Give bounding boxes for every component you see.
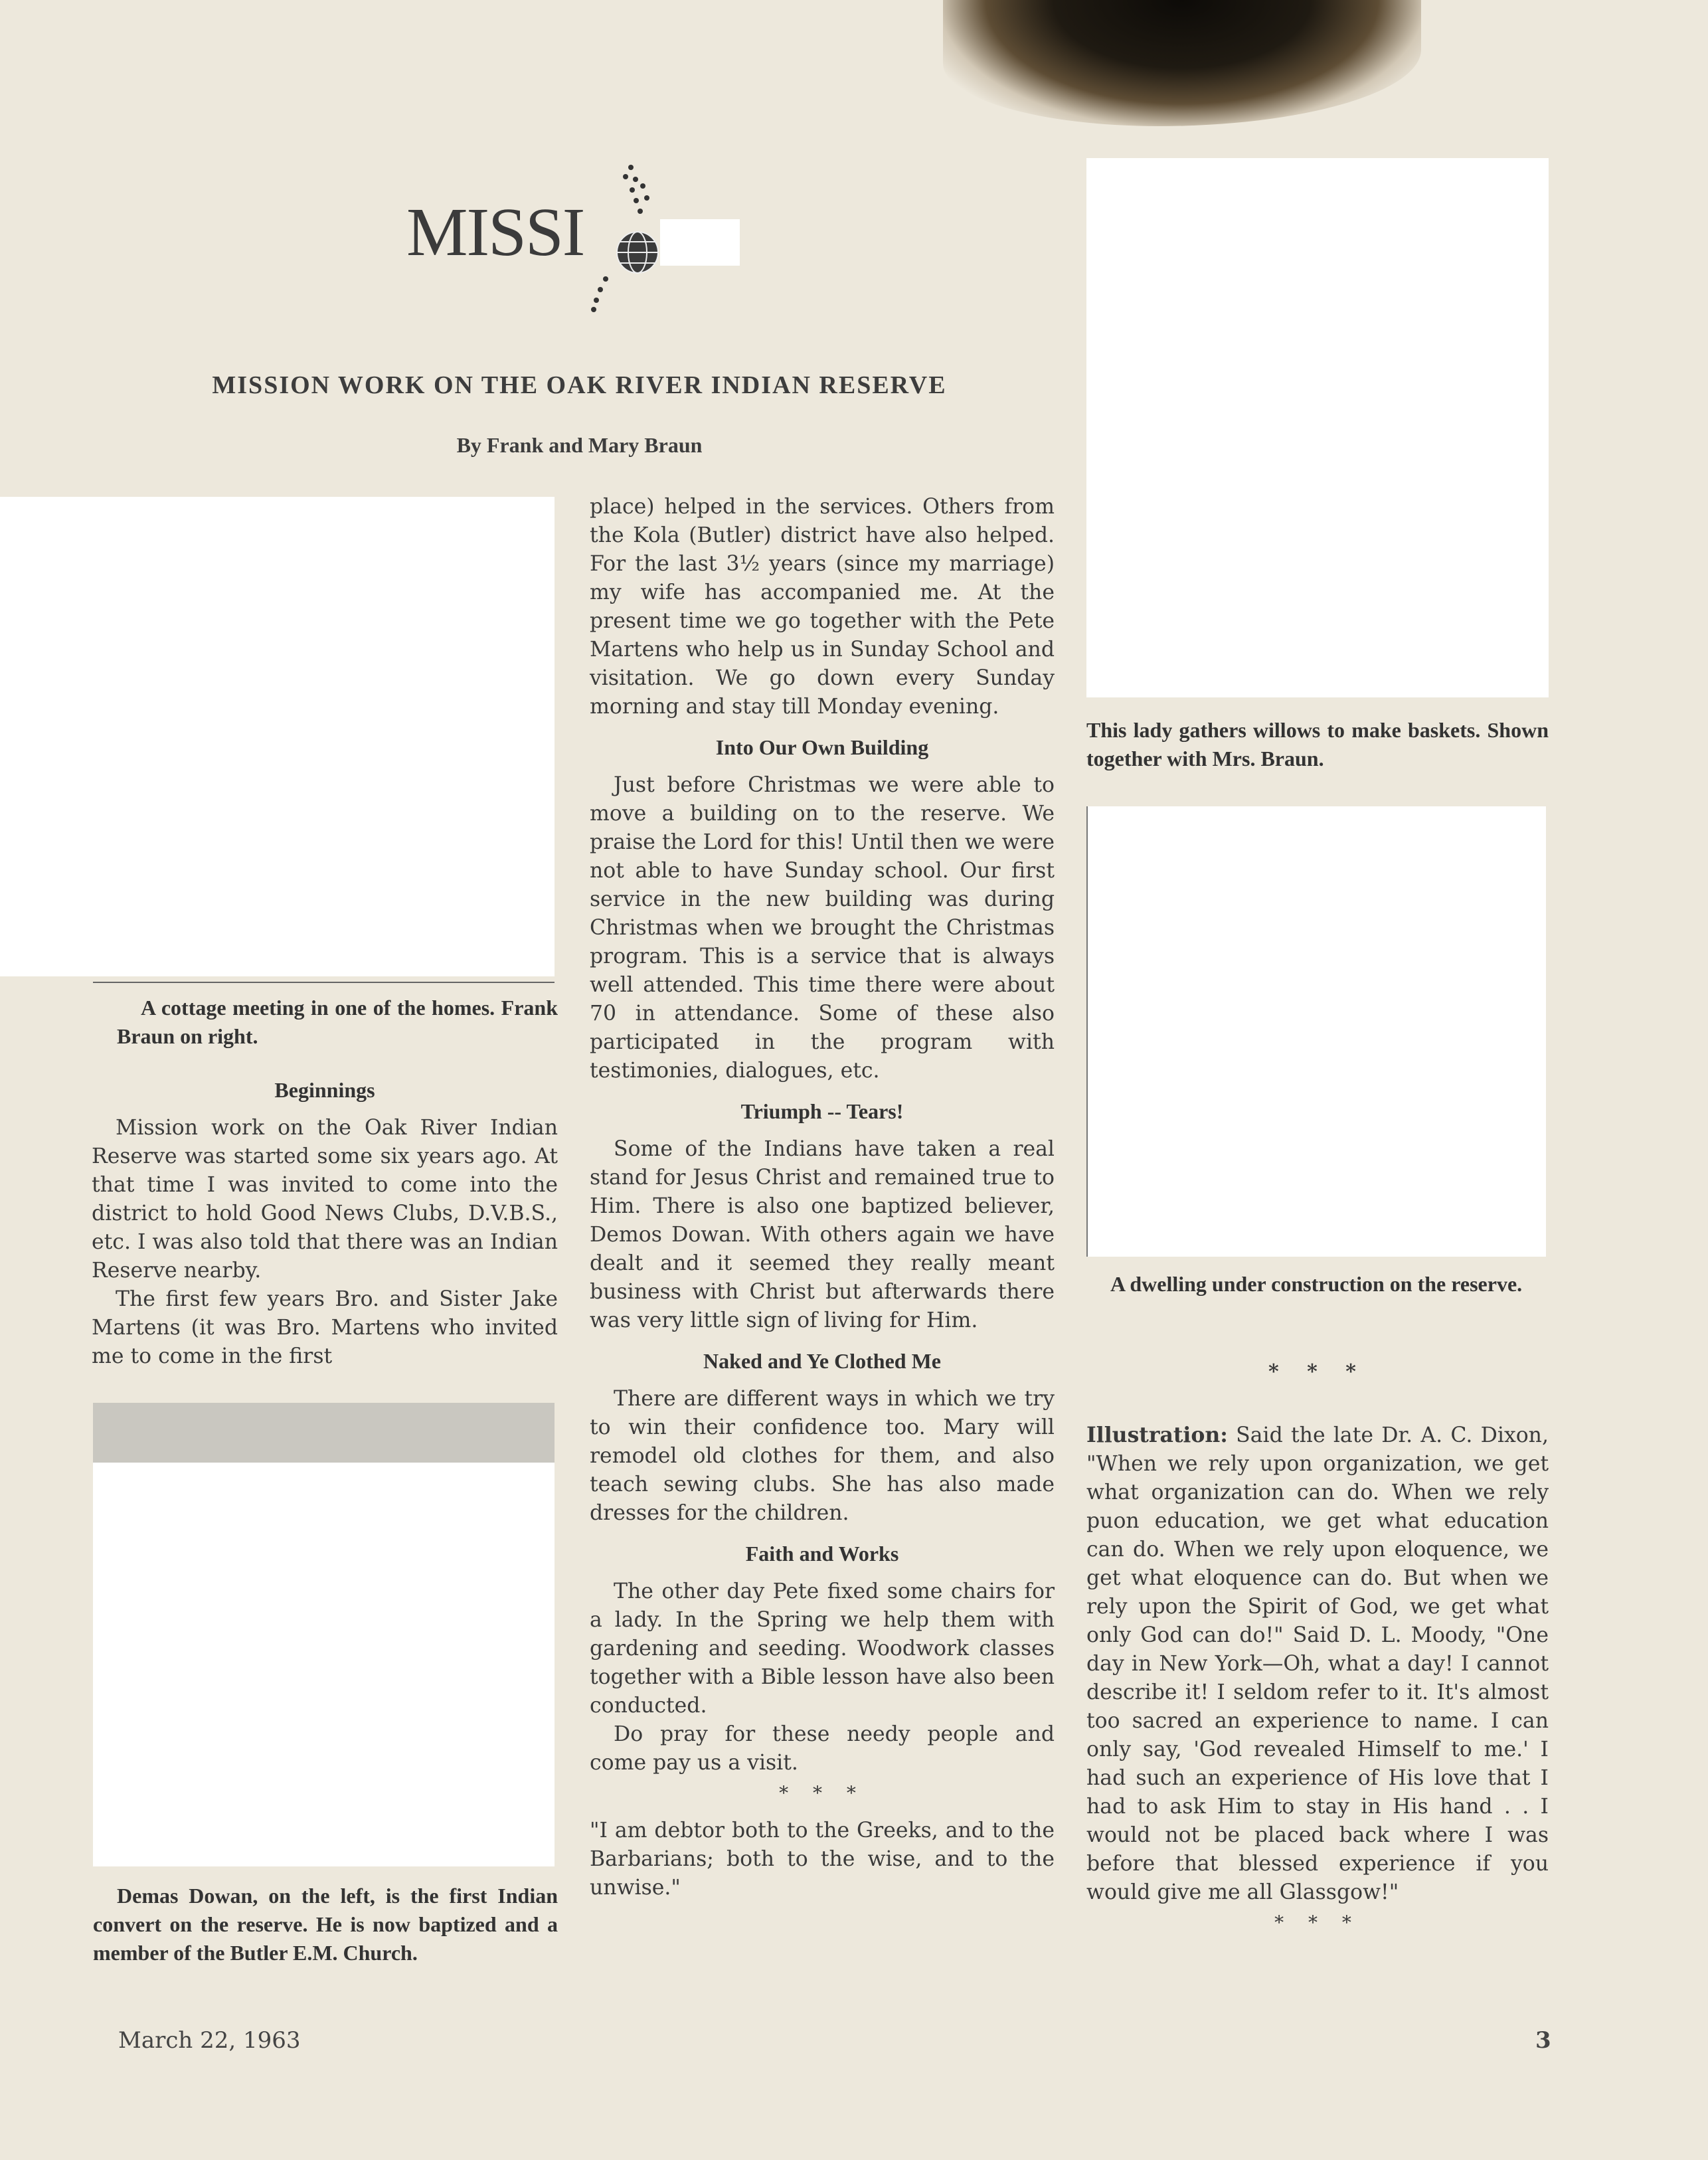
column-3 xyxy=(1086,1339,1549,1946)
illustration-paragraph xyxy=(1086,1421,1549,1907)
photo-demas-dowan xyxy=(93,1463,555,1866)
paragraph: The other day Pete fixed some chairs for a lady. In the Spring we help them with gardening and seeding. Woodwork classes together with a Bible lesson have also been conducted. xyxy=(590,1579,1055,1718)
caption-cottage xyxy=(117,994,558,1051)
caption-dwelling xyxy=(1086,1270,1549,1299)
paragraph: The first few years Bro. and Sister Jake Martens (it was Bro. Martens who invited me to come in the first xyxy=(92,1287,558,1368)
issue-date: March 22, 1963 xyxy=(118,2027,301,2054)
photo-cottage-meeting xyxy=(0,497,555,976)
illustration-text: Said the late Dr. A. C. Dixon, "When we rely upon organization, we get what organization can do. When we rely puon education, we get what education can do. When we rely upon eloquence, we get what eloquence can do. But when we rely upon the Spirit of God, we get what only God can do!" Said D. L. Moody, "One day in New York—Oh, what a day! I cannot describe it! I seldom refer to it. It's almost too sacred an experience to name. I can only say, 'God revealed Himself to me.' I had such an experience of His love that I had to ask Him to stay in His hand . . I would not be placed back where I was before that blessed experience if you would give me all Glassgow!" xyxy=(1086,1423,1549,1904)
heading-faith: Faith and Works xyxy=(745,1542,899,1566)
page-number: 3 xyxy=(1535,2027,1551,2054)
heading-beginnings: Beginnings xyxy=(274,1078,375,1102)
caption-lady xyxy=(1086,716,1549,773)
photo-dwelling xyxy=(1086,806,1546,1257)
divider xyxy=(93,982,555,983)
burn-mark xyxy=(943,0,1421,126)
article-headline: MISSION WORK ON THE OAK RIVER INDIAN RESERVE xyxy=(212,371,947,399)
byline: By Frank and Mary Braun xyxy=(456,433,703,457)
paragraph: Do pray for these needy people and come pay us a visit. xyxy=(590,1722,1055,1775)
paragraph: Some of the Indians have taken a real stand for Jesus Christ and remained true to Him. There is also one baptized believer, Demos Dowan. With others again we have dealt and it seemed they really meant business with Christ but afterwards there was very little sign of living for Him. xyxy=(590,1137,1055,1332)
heading-naked: Naked and Ye Clothed Me xyxy=(703,1349,941,1373)
heading-building: Into Our Own Building xyxy=(715,735,929,759)
paragraph: Mission work on the Oak River Indian Reserve was started some six years ago. At that time I was invited to come into the district to hold Good News Clubs, D.V.B.S., etc. I was also told that there was an Indian Reserve nearby. xyxy=(92,1116,558,1283)
column-1 xyxy=(92,1064,558,1371)
caption-text: Demas Dowan, on the left, is the first Indian convert on the reserve. He is now baptized and a member of the Butler E.M. Church. xyxy=(93,1884,558,1965)
logo-text: MISSI xyxy=(406,194,584,270)
paragraph: There are different ways in which we try to win their confidence too. Mary will remodel old clothes for them, and also teach sewing clubs. She has also made dresses for the children. xyxy=(590,1387,1055,1525)
column-2 xyxy=(590,493,1055,1902)
redacted-box xyxy=(660,219,740,266)
section-stars: * * * xyxy=(1268,1360,1367,1384)
missions-logo xyxy=(406,159,752,312)
scripture-quote: "I am debtor both to the Greeks, and to the Barbarians; both to the wise, and to the unwise." xyxy=(590,1819,1055,1900)
caption-text: A cottage meeting in one of the homes. Frank Braun on right. xyxy=(117,996,558,1048)
paragraph: place) helped in the services. Others from the Kola (Butler) district have also helped. For the last 3½ years (since my marriage) my wife has accompanied me. At the present time we go together with the Pete Martens who help us in Sunday School and visitation. We go down every Sunday morning and stay till Monday evening. xyxy=(590,495,1055,719)
illustration-label: Illustration: xyxy=(1086,1423,1228,1447)
photo-border xyxy=(1086,806,1088,1257)
section-stars: * * * xyxy=(779,1782,865,1804)
heading-triumph: Triumph -- Tears! xyxy=(740,1099,904,1123)
photo-band xyxy=(93,1403,555,1463)
caption-demas xyxy=(93,1882,558,1967)
caption-text: A dwelling under construction on the reserve. xyxy=(1110,1272,1523,1296)
paragraph: Just before Christmas we were able to move a building on to the reserve. We praise the Lord for this! Until then we were not able to have Sunday school. Our first service in the new building was during Christmas when we brought the Christmas program. This is a service that is always well attended. This time there were about 70 in attendance. Some of these also participated in the program with testimonies, dialogues, etc. xyxy=(590,773,1055,1083)
photo-willow-lady xyxy=(1086,158,1549,697)
caption-text: This lady gathers willows to make baskets. Shown together with Mrs. Braun. xyxy=(1086,718,1549,770)
section-stars: * * * xyxy=(1274,1912,1361,1934)
